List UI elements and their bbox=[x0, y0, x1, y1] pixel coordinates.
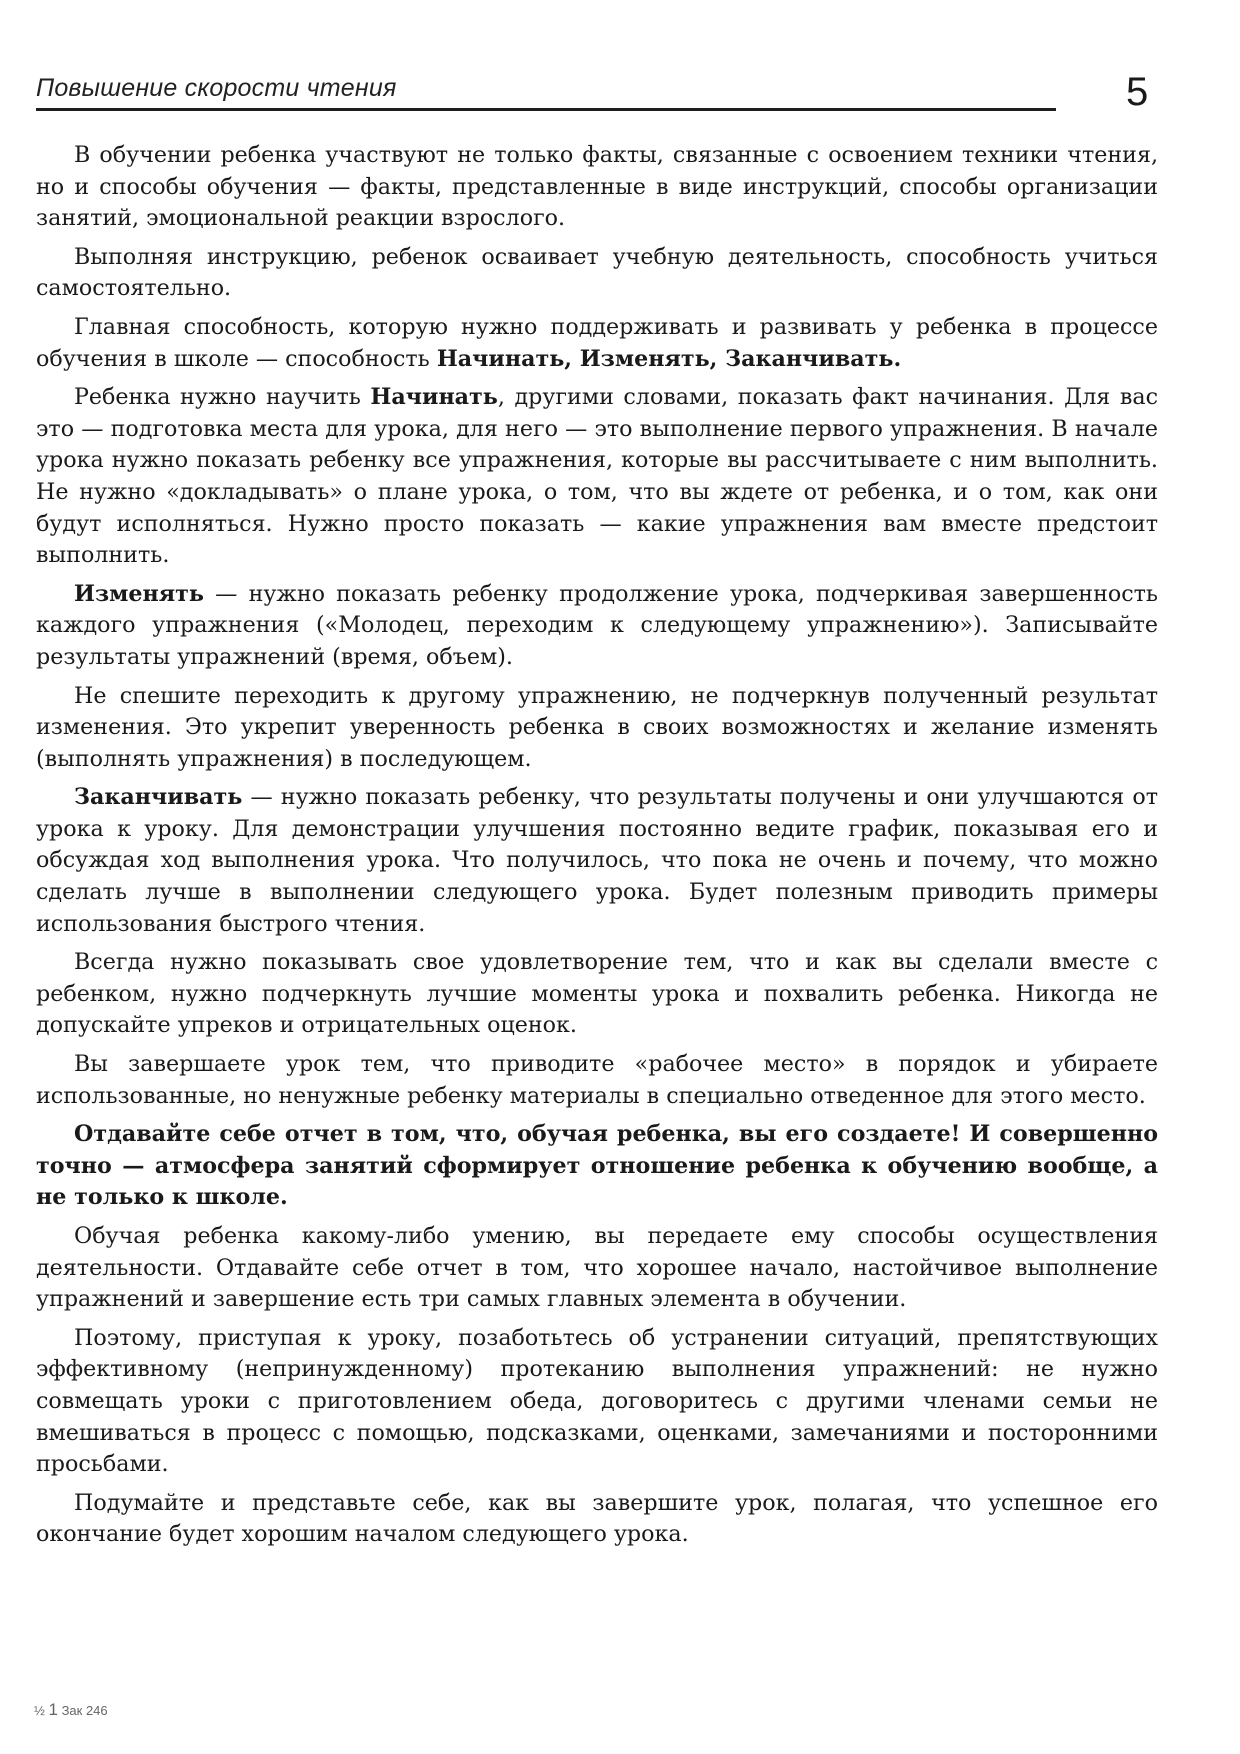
printer-mark-fraction: ½ bbox=[34, 1703, 45, 1718]
paragraph-5-text: — нужно показать ребенку продолжение урока, подчеркивая завершенность каждого упражнения («Молодец, переходим к следующему упражнению»). Записывайте результаты упражнений (время, объем). bbox=[36, 580, 1158, 670]
paragraph-4-start: Ребенка нужно научить bbox=[74, 384, 371, 411]
paragraph-12: Поэтому, приступая к уроку, позаботьтесь об устранении ситуаций, препятствующих эффективному (непринужденному) протеканию выполнения упражнений: не нужно совмещать уроки с приготовлением обеда, договоритесь с другими членами семьи не вмешиваться в процесс с помощью, подсказками, оценками, замечаниями и посторонними просьбами. bbox=[36, 1324, 1158, 1478]
paragraph-3-end: . bbox=[893, 345, 902, 372]
body-text bbox=[36, 140, 1158, 1558]
running-title: Повышение скорости чтения bbox=[36, 74, 397, 102]
paragraph-3-text: Главная способность, которую нужно поддерживать и развивать у ребенка в процессе обучения в школе — способность bbox=[36, 313, 1158, 372]
running-head bbox=[36, 68, 1056, 120]
printer-mark-sheet: 1 bbox=[48, 1700, 58, 1719]
paragraph-4 bbox=[36, 382, 1158, 572]
paragraph-10-emphasis: Отдавайте себе отчет в том, что, обучая ребенка, вы его создаете! И совершенно точно — атмосфера занятий сформирует отношение ребенка к обучению вообще, а не только к школе. bbox=[36, 1121, 1158, 1211]
paragraph-9: Вы завершаете урок тем, что приводите «рабочее место» в порядок и убираете использованные, но ненужные ребенку материалы в специально отведенное для этого место. bbox=[36, 1051, 1158, 1109]
printer-mark bbox=[34, 1700, 108, 1720]
paragraph-6: Не спешите переходить к другому упражнению, не подчеркнув полученный результат изменения. Это укрепит уверенность ребенка в своих возможностях и желание изменять (выполнять упражнения) в последующем. bbox=[36, 682, 1158, 772]
header-rule bbox=[36, 108, 1056, 111]
paragraph-3-bold: Начинать, Изменять, Заканчивать bbox=[436, 345, 894, 372]
paragraph-7 bbox=[36, 782, 1158, 940]
paragraph-4-bold: Начинать bbox=[370, 384, 498, 411]
paragraph-8: Всегда нужно показывать свое удовлетворение тем, что и как вы сделали вместе с ребенком, нужно подчеркнуть лучшие моменты урока и похвалить ребенка. Никогда не допускайте упреков и отрицательных оценок. bbox=[36, 949, 1158, 1039]
paragraph-7-text: — нужно показать ребенку, что результаты получены и они улучшаются от урока к уроку. Для демонстрации улучшения постоянно ведите график, показывая его и обсуждая ход выполнения урока. Что получилось, что пока не очень и почему, что можно сделать лучше в выполнении следующего урока. Будет полезным приводить примеры использования быстрого чтения. bbox=[36, 784, 1158, 937]
paragraph-11: Обучая ребенка какому-либо умению, вы передаете ему способы осуществления деятельности. Отдавайте себе отчет в том, что хорошее начало, настойчивое выполнение упражнений и завершение есть три самых главных элемента в обучении. bbox=[36, 1223, 1158, 1313]
paragraph-4-text: , другими словами, показать факт начинания. Для вас это — подготовка места для урока, для него — это выполнение первого упражнения. В начале урока нужно показать ребенку все упражнения, которые вы рассчитываете с ним выполнить. Не нужно «докладывать» о плане урока, о том, что вы ждете от ребенка, и о том, как они будут исполняться. Нужно просто показать — какие упражнения вам вместе предстоит выполнить. bbox=[36, 384, 1158, 569]
paragraph-13: Подумайте и представьте себе, как вы завершите урок, полагая, что успешное его окончание будет хорошим началом следующего урока. bbox=[36, 1489, 1158, 1548]
paragraph-5-bold: Изменять bbox=[74, 580, 204, 607]
printer-mark-order: Зак 246 bbox=[61, 1703, 108, 1718]
paragraph-1: В обучении ребенка участвуют не только факты, связанные с освоением техники чтения, но и способы обучения — факты, представленные в виде инструкций, способы организации занятий, эмоциональной реакции взрослого. bbox=[36, 142, 1158, 232]
paragraph-2: Выполняя инструкцию, ребенок осваивает учебную деятельность, способность учиться самостоятельно. bbox=[36, 243, 1158, 302]
page-number: 5 bbox=[1126, 70, 1149, 114]
paragraph-7-bold: Заканчивать bbox=[74, 784, 243, 811]
paragraph-3 bbox=[36, 312, 1158, 375]
paragraph-5 bbox=[36, 579, 1158, 674]
